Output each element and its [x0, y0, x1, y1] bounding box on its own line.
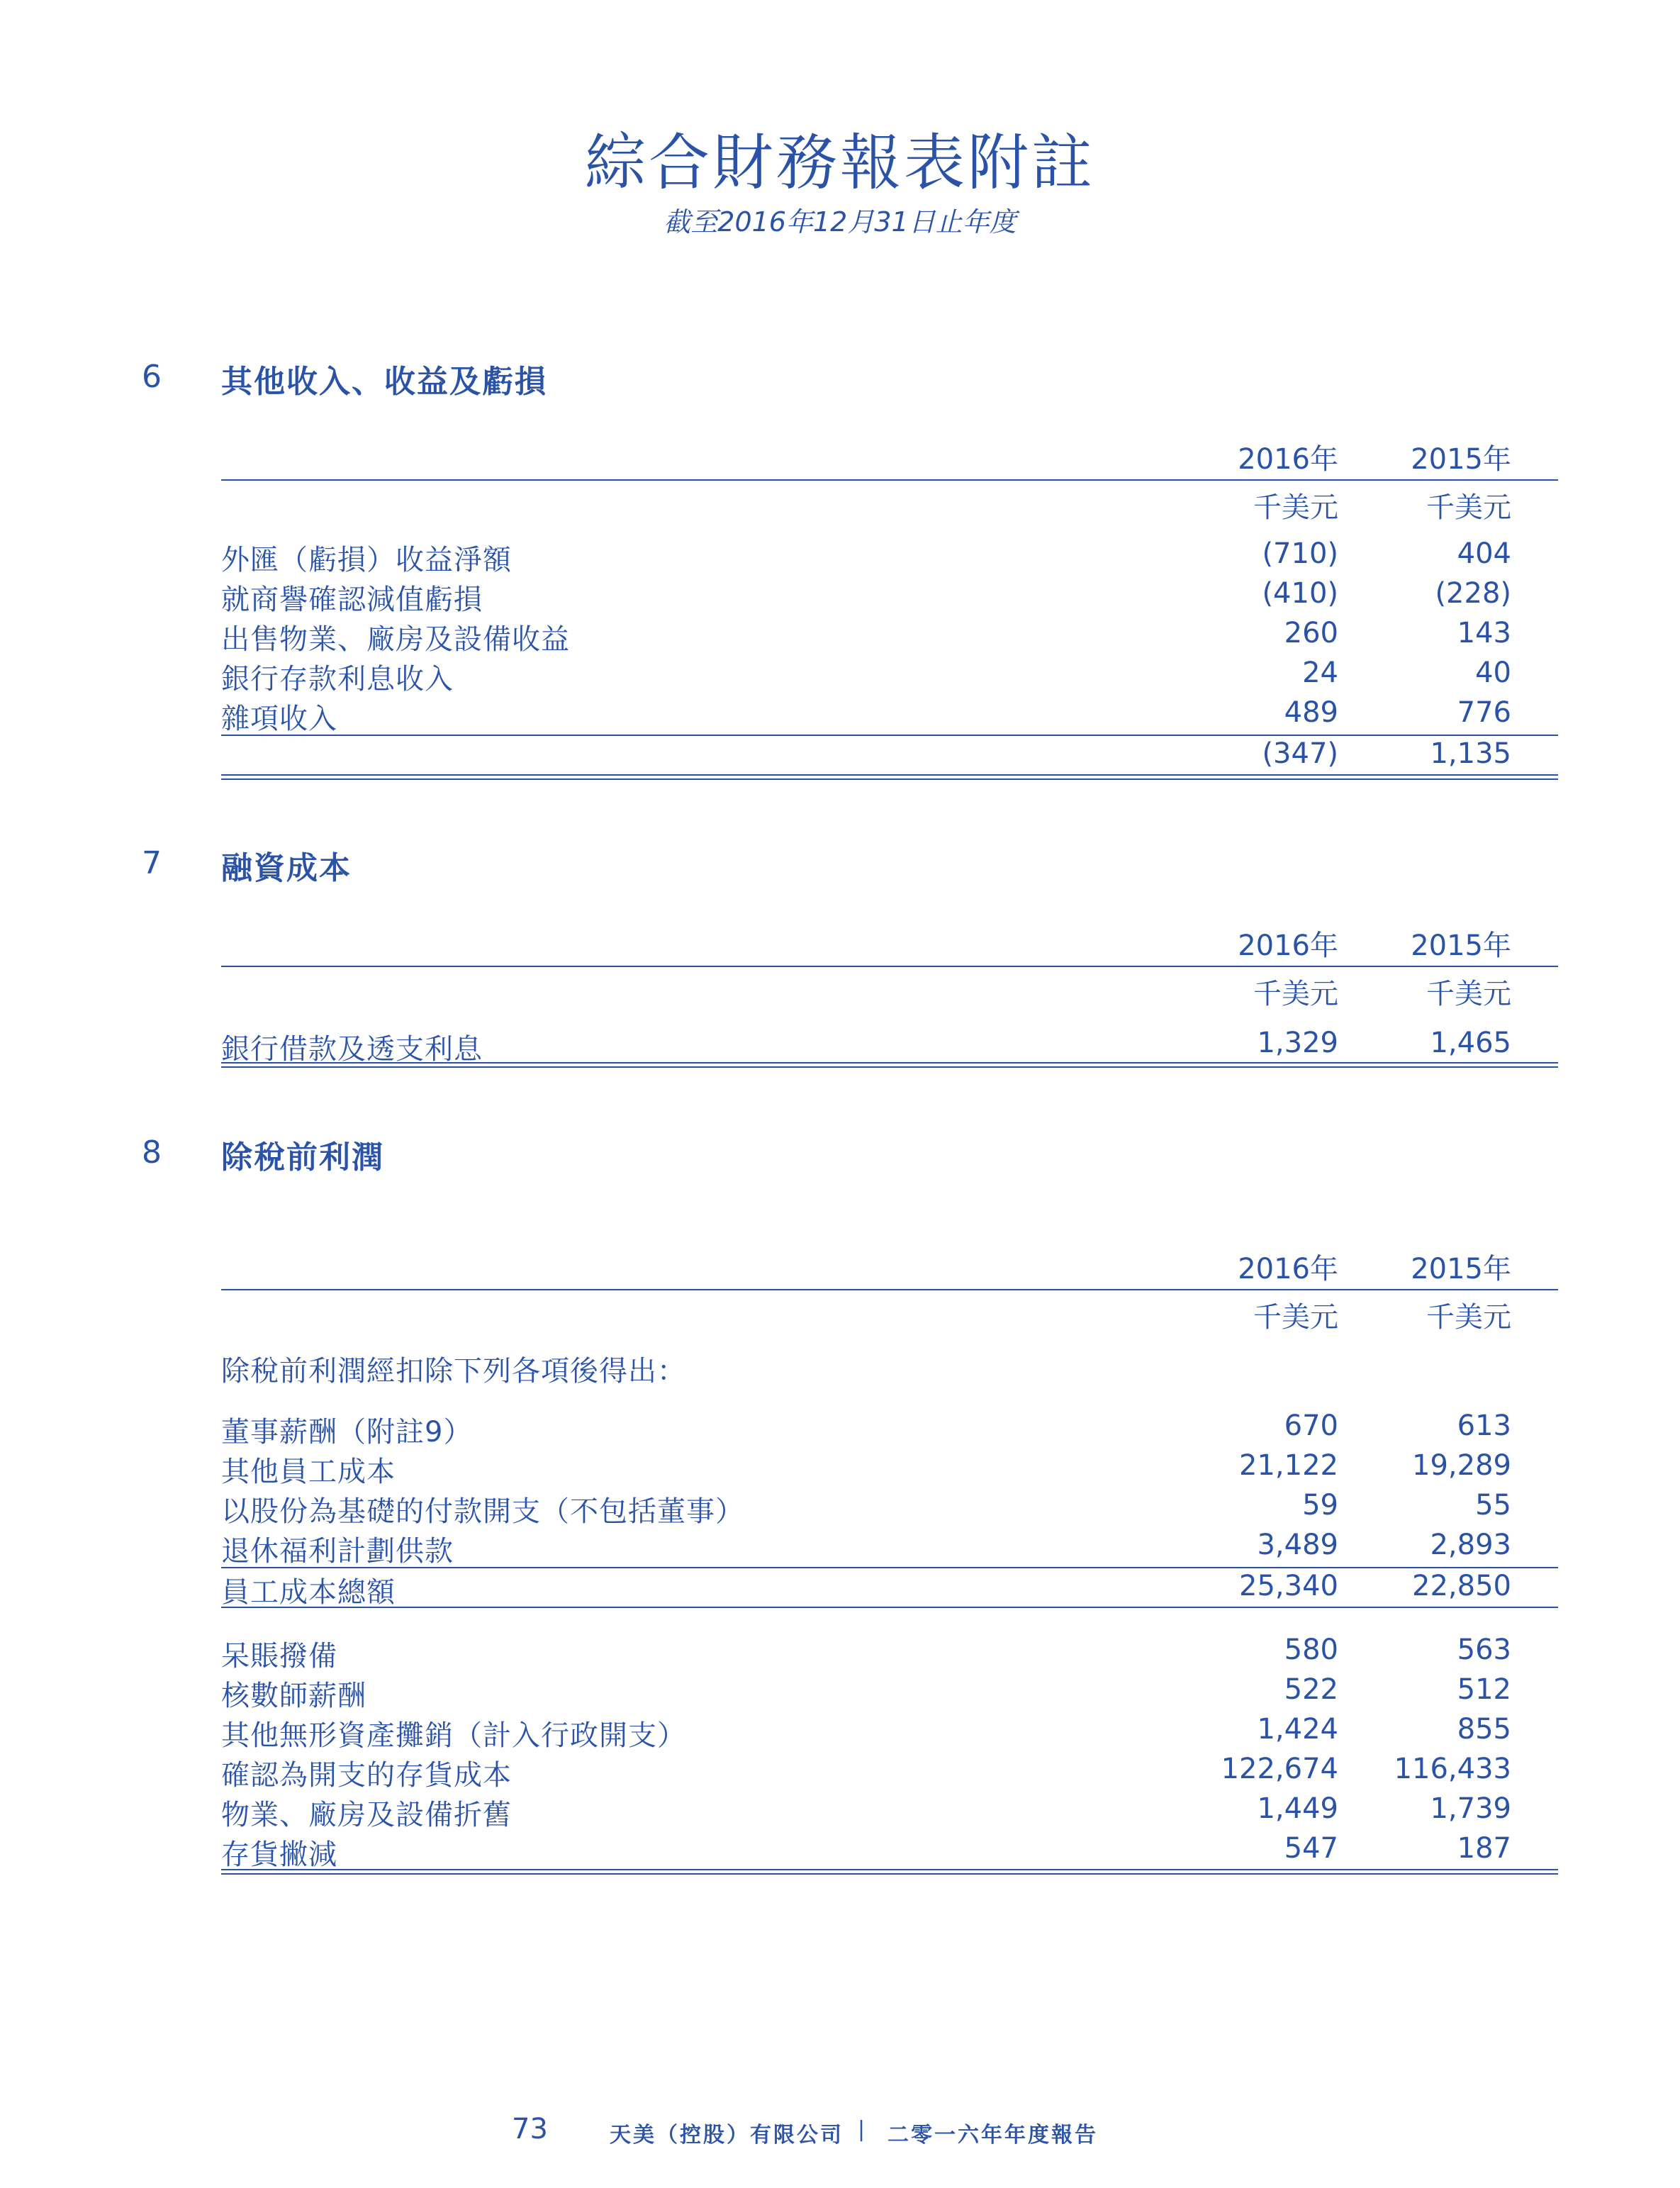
row-label: 銀行借款及透支利息	[221, 1033, 483, 1066]
value-2016: (710)	[1262, 537, 1338, 570]
table-row	[221, 1672, 1558, 1712]
note-8-other-table	[221, 1632, 1558, 1870]
value-2016: 670	[1284, 1410, 1338, 1442]
note-7-number: 7	[142, 845, 162, 881]
row-label: 物業、廠房及設備折舊	[221, 1799, 512, 1831]
value-2016: 122,674	[1221, 1753, 1338, 1785]
row-label: 員工成本總額	[221, 1576, 396, 1609]
company-name: 天美（控股）有限公司	[610, 2123, 844, 2148]
value-2016: 1,449	[1257, 1792, 1338, 1825]
table-row	[221, 1831, 1558, 1870]
value-2015: (228)	[1435, 577, 1511, 610]
table-row	[221, 536, 1558, 576]
value-2015: 19,289	[1412, 1449, 1511, 1482]
year-2016-header: 2016年	[1238, 443, 1338, 476]
total-row	[221, 736, 1558, 776]
footer-separator: |	[858, 2117, 866, 2142]
value-2016: 21,122	[1239, 1449, 1338, 1482]
value-2015: 1,465	[1430, 1027, 1511, 1059]
value-2016: (410)	[1262, 577, 1338, 610]
total-2016: (347)	[1262, 737, 1338, 770]
currency-2015-header: 千美元	[1426, 978, 1511, 1010]
table-row	[221, 576, 1558, 615]
table-row	[221, 655, 1558, 695]
note-6-table	[221, 536, 1558, 776]
table-row	[221, 1408, 1558, 1448]
value-2016: 522	[1284, 1673, 1338, 1706]
page-title: 綜合財務報表附註	[585, 128, 1095, 199]
currency-2016-header: 千美元	[1253, 978, 1338, 1010]
intro-row	[221, 1347, 1558, 1387]
staff-total-rule	[221, 1607, 1558, 1608]
table-row	[221, 695, 1558, 735]
header-rule	[221, 966, 1558, 967]
row-label: 存貨撇減	[221, 1838, 337, 1871]
note-6-number: 6	[142, 359, 162, 395]
table-row	[221, 1448, 1558, 1487]
table-row	[221, 1751, 1558, 1791]
header-rule	[221, 1289, 1558, 1290]
table-row	[221, 1791, 1558, 1831]
note-7-title: 融資成本	[221, 850, 352, 886]
page-number: 73	[512, 2113, 548, 2145]
value-2016: 24	[1302, 657, 1338, 689]
note-7-table	[221, 1025, 1558, 1065]
table-row	[221, 615, 1558, 655]
table-row	[221, 1527, 1558, 1567]
row-label: 其他無形資產攤銷（計入行政開支）	[221, 1719, 686, 1752]
value-2015: 116,433	[1394, 1753, 1511, 1785]
row-label: 其他員工成本	[221, 1456, 396, 1488]
value-2015: 776	[1457, 696, 1511, 729]
currency-2016-header: 千美元	[1253, 1301, 1338, 1334]
value-2016: 1,329	[1257, 1027, 1338, 1059]
value-2015: 404	[1457, 537, 1511, 570]
year-2015-header: 2015年	[1411, 443, 1511, 476]
row-label: 出售物業、廠房及設備收益	[221, 623, 570, 656]
currency-2015-header: 千美元	[1426, 1301, 1511, 1334]
row-label: 呆賬撥備	[221, 1640, 337, 1673]
value-2015: 40	[1475, 657, 1511, 689]
value-2016: 25,340	[1239, 1570, 1338, 1602]
report-name: 二零一六年年度報告	[887, 2123, 1098, 2148]
value-2015: 1,739	[1430, 1792, 1511, 1825]
row-label: 退休福利計劃供款	[221, 1535, 454, 1568]
total-double-rule	[221, 1062, 1558, 1068]
value-2015: 563	[1457, 1634, 1511, 1666]
currency-2016-header: 千美元	[1253, 491, 1338, 524]
row-label: 雜項收入	[221, 703, 337, 735]
row-label: 外匯（虧損）收益淨額	[221, 544, 512, 576]
value-2015: 22,850	[1412, 1570, 1511, 1602]
total-2015: 1,135	[1430, 737, 1511, 770]
staff-total-row	[221, 1568, 1558, 1608]
currency-2015-header: 千美元	[1426, 491, 1511, 524]
table-row	[221, 1487, 1558, 1527]
note-8-title: 除稅前利潤	[221, 1139, 384, 1176]
year-2016-header: 2016年	[1238, 930, 1338, 962]
note-6-title: 其他收入、收益及虧損	[221, 364, 547, 400]
value-2015: 143	[1457, 617, 1511, 649]
value-2016: 260	[1284, 617, 1338, 649]
page-subtitle: 截至2016年12月31日止年度	[663, 206, 1017, 238]
row-label: 董事薪酬（附註9）	[221, 1416, 473, 1449]
row-label: 核數師薪酬	[221, 1680, 366, 1712]
intro-text: 除稅前利潤經扣除下列各項後得出：	[221, 1355, 686, 1388]
table-row	[221, 1632, 1558, 1672]
total-double-rule	[221, 774, 1558, 780]
header-rule	[221, 479, 1558, 481]
year-2016-header: 2016年	[1238, 1253, 1338, 1285]
value-2015: 855	[1457, 1713, 1511, 1746]
value-2016: 580	[1284, 1634, 1338, 1666]
row-label: 銀行存款利息收入	[221, 663, 454, 696]
value-2016: 489	[1284, 696, 1338, 729]
value-2016: 59	[1302, 1489, 1338, 1522]
value-2016: 3,489	[1257, 1529, 1338, 1561]
note-8-number: 8	[142, 1134, 162, 1171]
value-2015: 613	[1457, 1410, 1511, 1442]
value-2015: 2,893	[1430, 1529, 1511, 1561]
table-row	[221, 1712, 1558, 1751]
value-2015: 512	[1457, 1673, 1511, 1706]
value-2016: 547	[1284, 1832, 1338, 1865]
table-row	[221, 1025, 1558, 1065]
year-2015-header: 2015年	[1411, 930, 1511, 962]
year-2015-header: 2015年	[1411, 1253, 1511, 1285]
row-label: 就商譽確認減值虧損	[221, 584, 483, 616]
value-2016: 1,424	[1257, 1713, 1338, 1746]
value-2015: 55	[1475, 1489, 1511, 1522]
row-label: 確認為開支的存貨成本	[221, 1759, 512, 1792]
total-double-rule	[221, 1869, 1558, 1875]
note-8-intro	[221, 1347, 1558, 1387]
row-label: 以股份為基礎的付款開支（不包括董事）	[221, 1495, 744, 1528]
value-2015: 187	[1457, 1832, 1511, 1865]
note-8-staff-table	[221, 1408, 1558, 1608]
